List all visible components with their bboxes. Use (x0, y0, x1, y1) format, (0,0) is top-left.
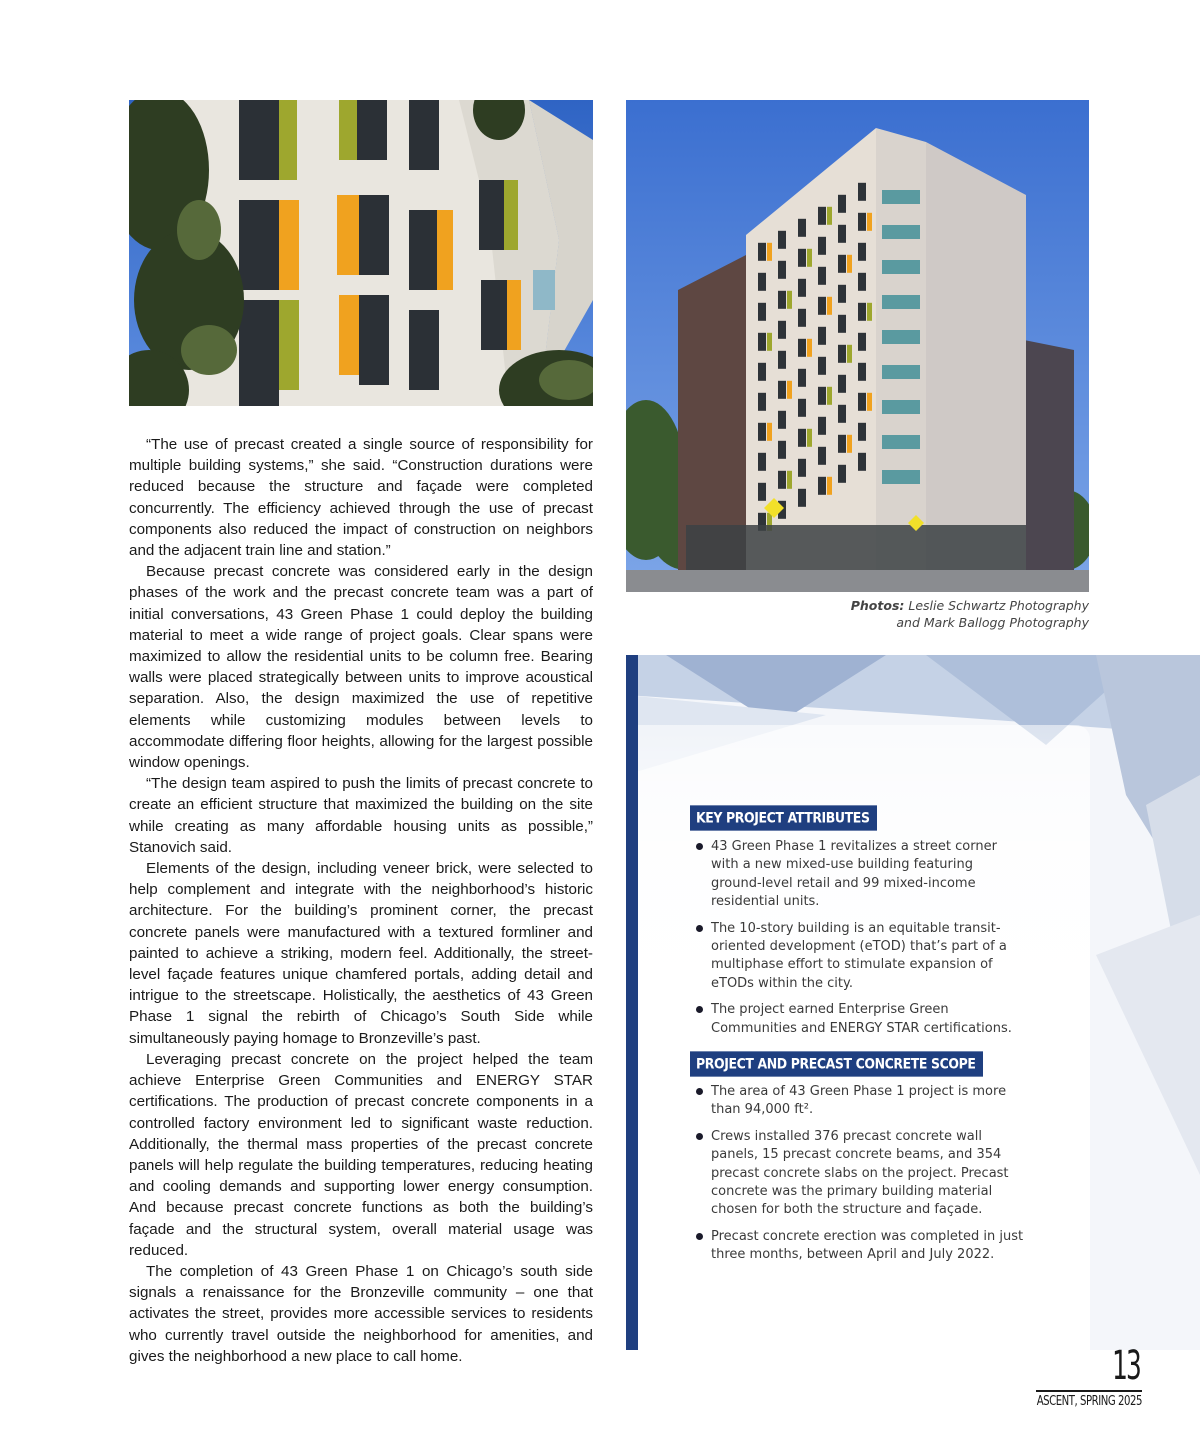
building-photo-illustration (626, 100, 1089, 592)
photo-credit-line-2: and Mark Ballogg Photography (896, 615, 1089, 630)
list-item: The area of 43 Green Phase 1 project is more than 94,000 ft². (696, 1083, 1026, 1120)
body-paragraph: The completion of 43 Green Phase 1 on Chicago’s south side signals a renaissance for the Bronzeville community – one that activates the street, provides more accessible services to residents who currently travel outside the neighborhood for amenities, and gives the neighborhood a new place to call home. (129, 1262, 593, 1365)
body-paragraph: “The use of precast created a single source of responsibility for multiple building systems,” she said. “Construction durations were reduced because the structure and façade were completed concurrently. The efficiency achieved through the use of precast components also reduced the impact of construction on neighbors and the adjacent train line and station.” (129, 436, 593, 560)
project-scope-heading: PROJECT AND PRECAST CONCRETE SCOPE (690, 1051, 983, 1076)
building-exterior-photo (626, 100, 1089, 592)
facade-closeup-photo (129, 100, 593, 406)
body-paragraph: Leveraging precast concrete on the project helped the team achieve Enterprise Green Communities and ENERGY STAR certifications. The production of precast concrete components in a controlled factory environment led to significant waste reduction. Additionally, the thermal mass properties of the precast concrete panels will help regulate the building temperatures, reducing heating and cooling demands and supporting lower energy consumption. And because precast concrete functions as both the building’s façade and the structural system, overall material usage was reduced. (129, 1050, 593, 1259)
photo-credit-label: Photos: (850, 598, 905, 613)
list-item: 43 Green Phase 1 revitalizes a street corner with a new mixed-use building featuring ground-level retail and 99 mixed-income residential units. (696, 838, 1026, 911)
photo-credit-line-1: Leslie Schwartz Photography (908, 598, 1089, 613)
body-paragraph: Because precast concrete was considered early in the design phases of the work and the precast concrete team was a part of initial conversations, 43 Green Phase 1 could deploy the building material to meet a wide range of project goals. Clear spans were maximized to allow the residential units to be column free. Bearing walls were placed strategically between units to improve acoustical separation. Also, the design maximized the use of repetitive elements while customizing modules between levels to accommodate differing floor heights, allowing for the largest possible window openings. (129, 563, 593, 772)
body-paragraph: “The design team aspired to push the limits of precast concrete to create an efficient structure that maximized the building on the site while creating as many affordable housing units as possible,” Stanovich said. (129, 775, 593, 856)
project-scope-list (696, 1083, 1026, 1273)
key-attributes-list (696, 838, 1026, 1046)
body-paragraph: Elements of the design, including veneer brick, were selected to help complement and integrate with the neighborhood’s historic architecture. For the building’s prominent corner, the precast concrete panels were manufactured with a textured formliner and painted to achieve a striking, modern feel. Additionally, the street-level façade features unique chamfered portals, adding detail and intrigue to the streetscape. Holistically, the aesthetics of 43 Green Phase 1 signal the rebirth of Chicago’s South Side while simultaneously paying homage to Bronzeville’s past. (129, 860, 593, 1047)
sidebar-accent-stripe (626, 655, 638, 1350)
page-number: 13 (1112, 1343, 1140, 1389)
list-item: Precast concrete erection was completed in just three months, between April and July 2022. (696, 1228, 1026, 1265)
photo-credit (760, 597, 1089, 631)
list-item: Crews installed 376 precast concrete wall panels, 15 precast concrete beams, and 354 precast concrete slabs on the project. Precast concrete was the primary building material chosen for both the structure and façade. (696, 1128, 1026, 1219)
list-item: The project earned Enterprise Green Communities and ENERGY STAR certifications. (696, 1001, 1026, 1038)
key-project-attributes-heading: KEY PROJECT ATTRIBUTES (690, 805, 877, 830)
article-body (129, 434, 593, 1367)
publication-footer: ASCENT, SPRING 2025 (1036, 1394, 1142, 1409)
footer-rule (1036, 1390, 1142, 1392)
facade-photo-illustration (129, 100, 593, 406)
list-item: The 10-story building is an equitable transit-oriented development (eTOD) that’s part of a multiphase effort to stimulate expansion of eTODs within the city. (696, 920, 1026, 993)
